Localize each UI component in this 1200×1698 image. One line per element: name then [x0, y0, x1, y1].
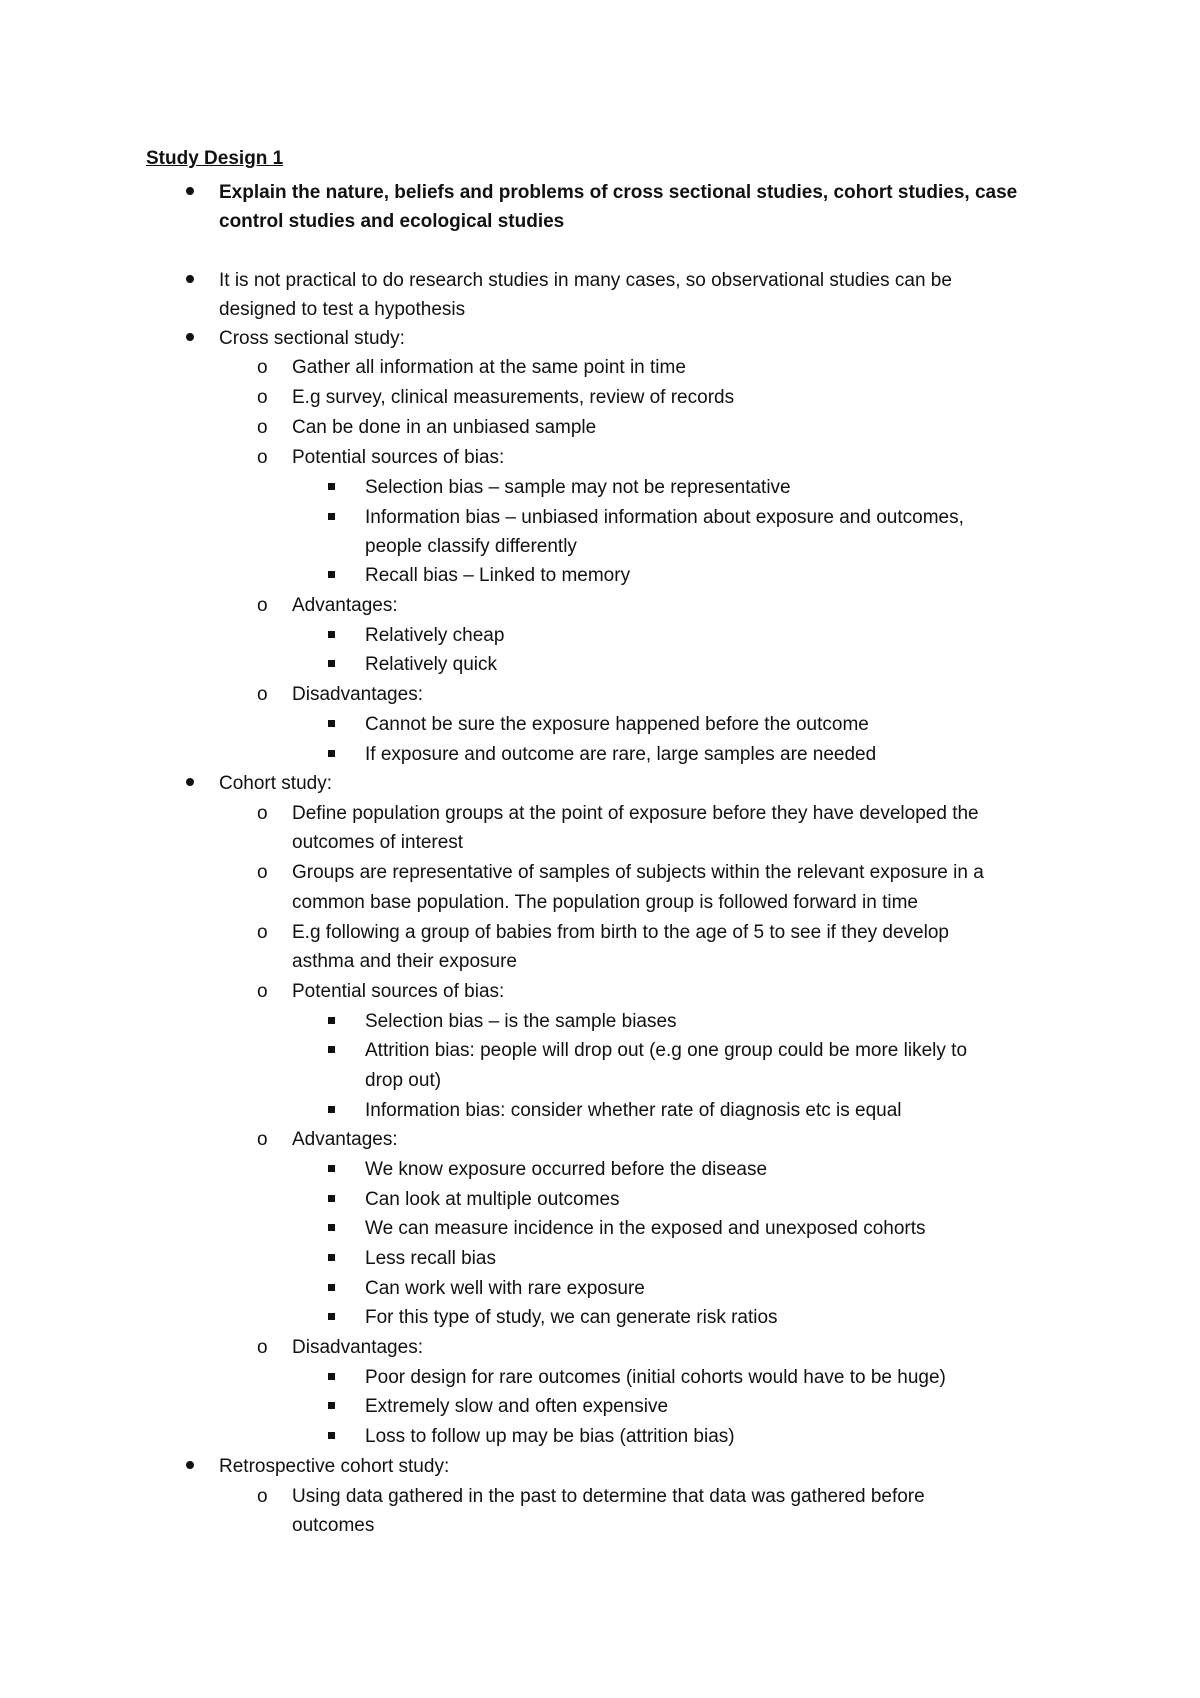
square-bullet-icon: [328, 1313, 335, 1320]
list-item: Information bias: consider whether rate of diagnosis etc is equal: [365, 1100, 902, 1121]
list-item: Using data gathered in the past to determine that data was gathered before: [292, 1486, 925, 1507]
list-item: Potential sources of bias:: [292, 447, 505, 468]
list-item: Advantages:: [292, 595, 398, 616]
square-bullet-icon: [328, 1224, 335, 1231]
list-item: Loss to follow up may be bias (attrition bias): [365, 1426, 735, 1447]
list-item: Less recall bias: [365, 1248, 496, 1269]
list-item: Cannot be sure the exposure happened before the outcome: [365, 714, 869, 735]
list-item: Disadvantages:: [292, 1337, 423, 1358]
list-item: We can measure incidence in the exposed and unexposed cohorts: [365, 1218, 926, 1239]
sub-bullet-icon: o: [257, 862, 268, 883]
list-item: E.g survey, clinical measurements, review of records: [292, 387, 735, 408]
sub-bullet-icon: o: [257, 1486, 268, 1507]
list-item: Recall bias – Linked to memory: [365, 565, 631, 586]
list-item: It is not practical to do research studies in many cases, so observational studies can be: [219, 270, 952, 291]
bullet-icon: [186, 1461, 194, 1469]
bullet-icon: [186, 778, 194, 786]
list-item: Relatively quick: [365, 654, 497, 675]
list-item-continuation: people classify differently: [365, 536, 577, 557]
list-item: Define population groups at the point of exposure before they have developed the: [292, 803, 979, 824]
list-item: Can look at multiple outcomes: [365, 1189, 620, 1210]
list-item: For this type of study, we can generate risk ratios: [365, 1307, 778, 1328]
square-bullet-icon: [328, 513, 335, 520]
square-bullet-icon: [328, 1165, 335, 1172]
list-item: Selection bias – sample may not be representative: [365, 477, 791, 498]
square-bullet-icon: [328, 1254, 335, 1261]
sub-bullet-icon: o: [257, 1129, 268, 1150]
square-bullet-icon: [328, 1106, 335, 1113]
list-item: Attrition bias: people will drop out (e.g one group could be more likely to: [365, 1040, 968, 1061]
list-item: Gather all information at the same point in time: [292, 357, 686, 378]
list-item-continuation: asthma and their exposure: [292, 951, 517, 972]
sub-bullet-icon: o: [257, 1337, 268, 1358]
list-item-continuation: outcomes of interest: [292, 832, 464, 853]
square-bullet-icon: [328, 750, 335, 757]
list-item: Can be done in an unbiased sample: [292, 417, 597, 438]
list-item: Cohort study:: [219, 773, 332, 794]
list-item: Explain the nature, beliefs and problems of cross sectional studies, cohort studies, case: [219, 182, 1018, 203]
list-item: Retrospective cohort study:: [219, 1456, 450, 1477]
list-item: Information bias – unbiased information about exposure and outcomes,: [365, 507, 964, 528]
list-item: Relatively cheap: [365, 625, 505, 646]
square-bullet-icon: [328, 660, 335, 667]
sub-bullet-icon: o: [257, 417, 268, 438]
bullet-icon: [186, 275, 194, 283]
square-bullet-icon: [328, 1046, 335, 1053]
list-item: Poor design for rare outcomes (initial cohorts would have to be huge): [365, 1367, 946, 1388]
list-item: Selection bias – is the sample biases: [365, 1011, 677, 1032]
list-item: E.g following a group of babies from birth to the age of 5 to see if they develop: [292, 922, 949, 943]
list-item-continuation: drop out): [365, 1070, 442, 1091]
sub-bullet-icon: o: [257, 803, 268, 824]
list-item: Extremely slow and often expensive: [365, 1396, 669, 1417]
square-bullet-icon: [328, 1284, 335, 1291]
list-item-continuation: control studies and ecological studies: [219, 211, 565, 232]
square-bullet-icon: [328, 631, 335, 638]
square-bullet-icon: [328, 1017, 335, 1024]
square-bullet-icon: [328, 1373, 335, 1380]
square-bullet-icon: [328, 720, 335, 727]
square-bullet-icon: [328, 1432, 335, 1439]
list-item: Cross sectional study:: [219, 328, 405, 349]
list-item: Advantages:: [292, 1129, 398, 1150]
list-item: Potential sources of bias:: [292, 981, 505, 1002]
list-item-continuation: common base population. The population group is followed forward in time: [292, 892, 918, 913]
list-item-continuation: designed to test a hypothesis: [219, 299, 466, 320]
square-bullet-icon: [328, 571, 335, 578]
sub-bullet-icon: o: [257, 595, 268, 616]
page-title: Study Design 1: [146, 148, 284, 169]
list-item-continuation: outcomes: [292, 1515, 375, 1536]
list-item: Groups are representative of samples of subjects within the relevant exposure in a: [292, 862, 984, 883]
list-item: Can work well with rare exposure: [365, 1278, 645, 1299]
sub-bullet-icon: o: [257, 357, 268, 378]
list-item: We know exposure occurred before the disease: [365, 1159, 768, 1180]
square-bullet-icon: [328, 1195, 335, 1202]
square-bullet-icon: [328, 483, 335, 490]
sub-bullet-icon: o: [257, 447, 268, 468]
sub-bullet-icon: o: [257, 922, 268, 943]
bullet-icon: [186, 187, 194, 195]
list-item: Disadvantages:: [292, 684, 423, 705]
square-bullet-icon: [328, 1402, 335, 1409]
list-item: If exposure and outcome are rare, large samples are needed: [365, 744, 877, 765]
bullet-icon: [186, 333, 194, 341]
sub-bullet-icon: o: [257, 981, 268, 1002]
sub-bullet-icon: o: [257, 387, 268, 408]
sub-bullet-icon: o: [257, 684, 268, 705]
